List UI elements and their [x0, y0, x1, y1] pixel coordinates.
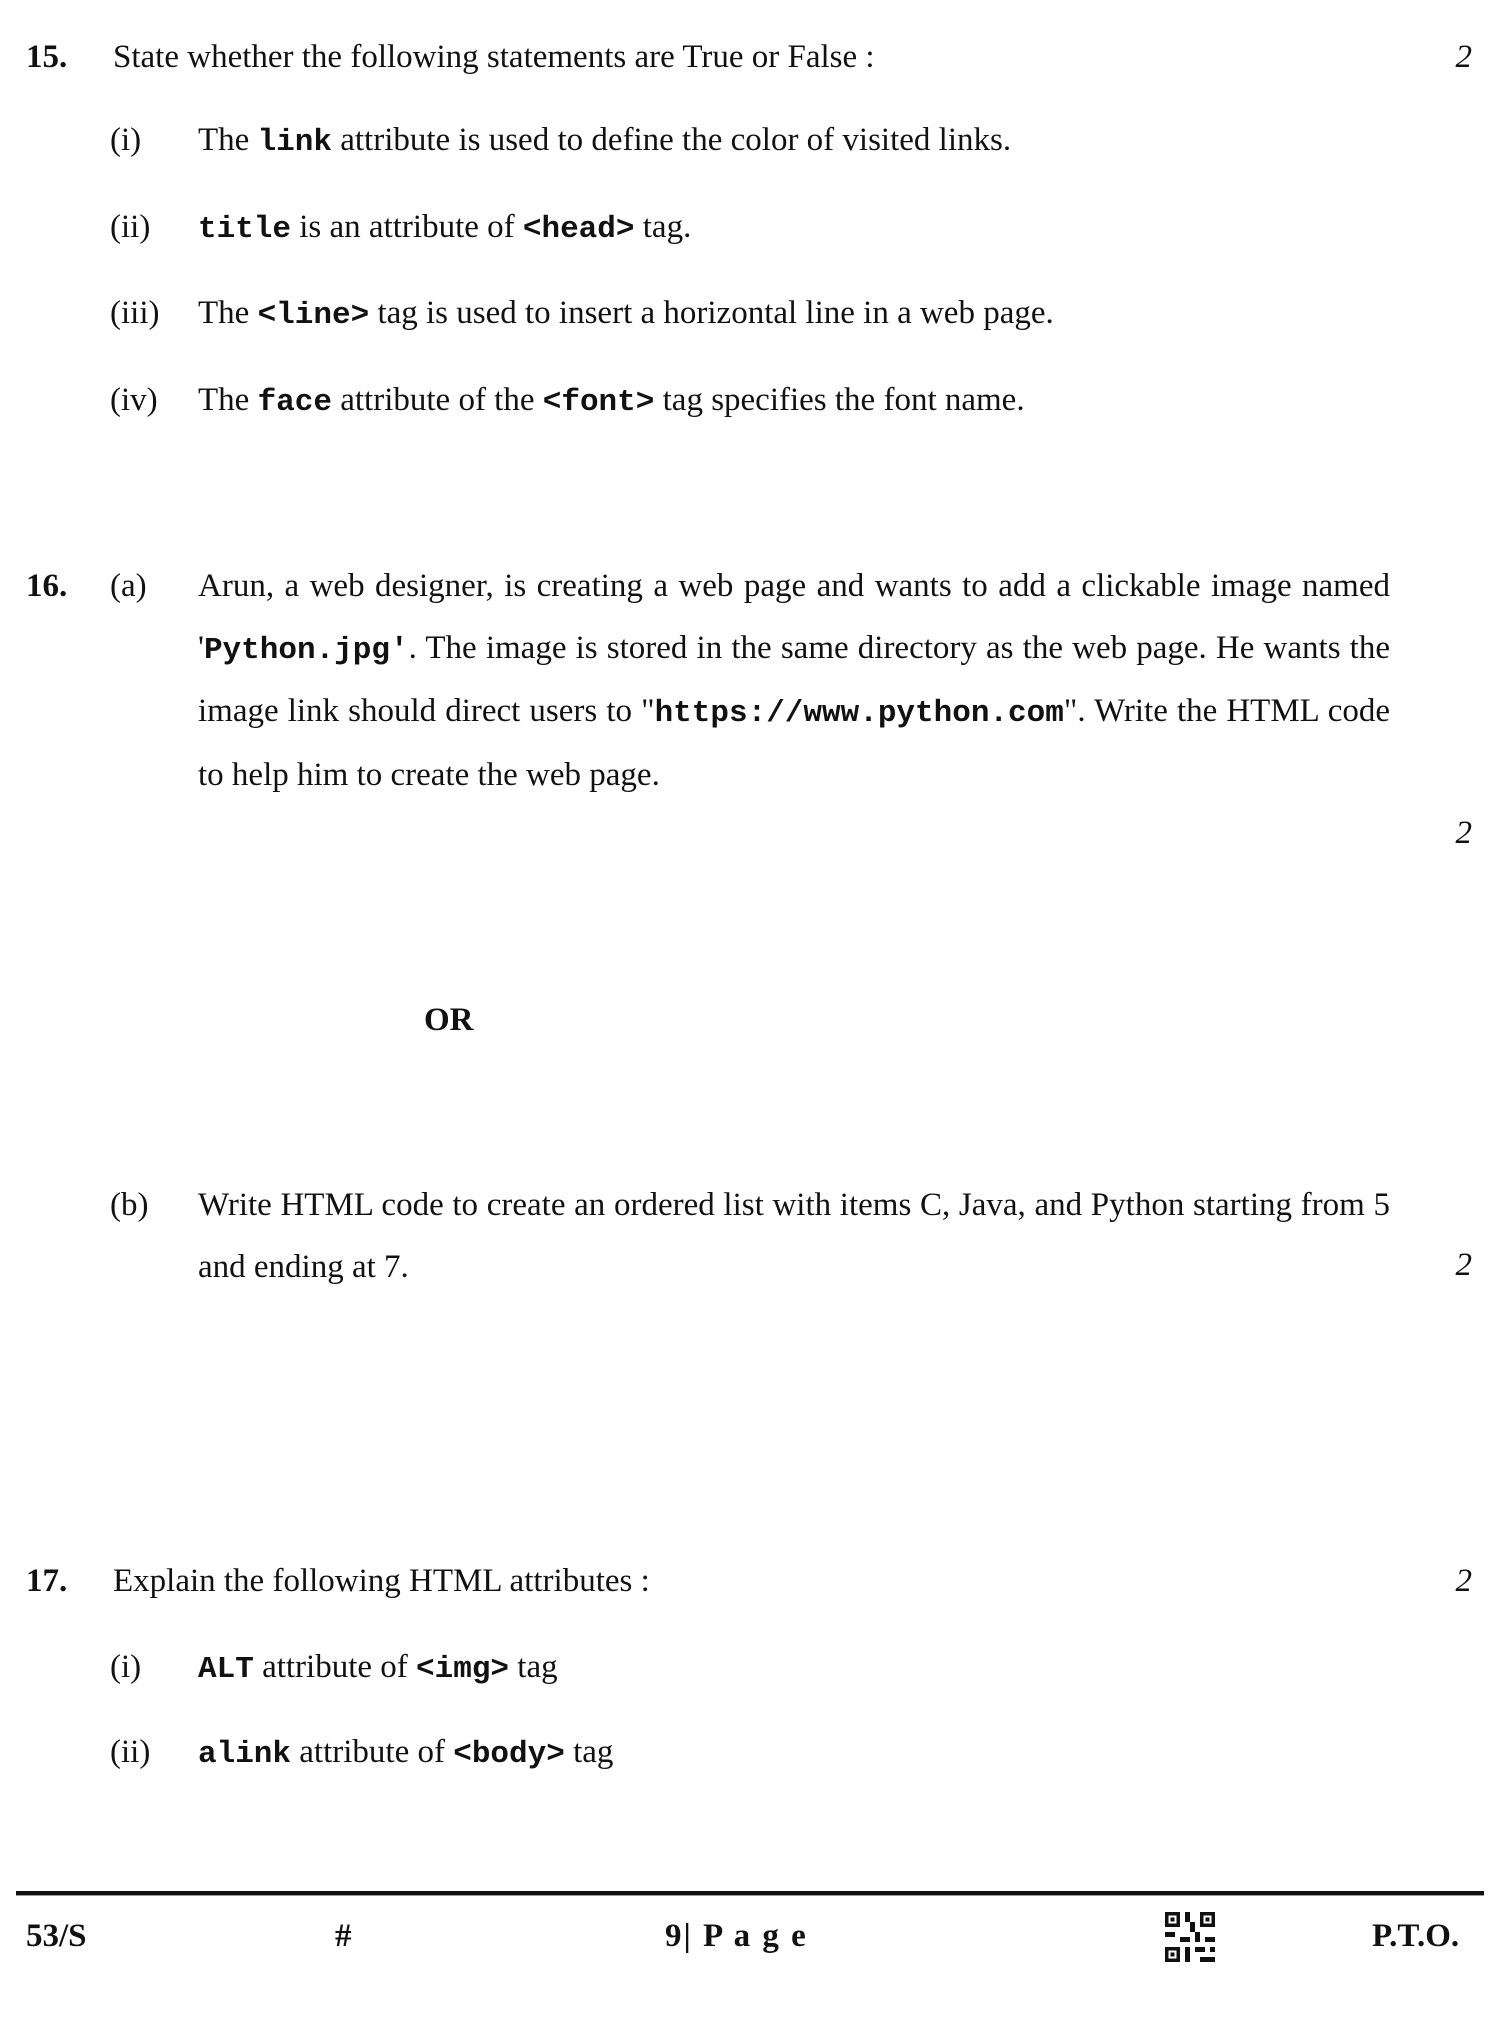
part-label: (b) — [110, 1187, 149, 1223]
item-label: (ii) — [110, 1734, 151, 1770]
code: <img> — [416, 1652, 510, 1687]
code: <font> — [542, 385, 655, 420]
attribute-ii — [198, 1732, 613, 1775]
text: Arun, a web designer, is creating a web page and wants to add a clickable image named ' — [198, 568, 1390, 666]
text: attribute is used to define the color of visited links. — [331, 122, 1012, 158]
code: title — [198, 212, 292, 247]
marks: 2 — [1455, 39, 1472, 75]
item-label: (iv) — [110, 382, 158, 418]
qr-code-icon — [1165, 1912, 1215, 1962]
statement-i — [198, 120, 1011, 163]
text: attribute of — [291, 1734, 454, 1770]
code: ALT — [198, 1652, 254, 1687]
statement-iv — [198, 380, 1025, 423]
question-number: 16. — [26, 568, 68, 604]
statement-iii — [198, 293, 1054, 336]
code: <body> — [453, 1737, 565, 1772]
attribute-i — [198, 1647, 558, 1690]
text: is an attribute of — [291, 209, 523, 245]
text: The — [198, 382, 258, 418]
text: tag specifies the font name. — [654, 382, 1025, 418]
question-text: State whether the following statements are True or False : — [113, 39, 875, 75]
page-number: 9| P a g e — [665, 1918, 808, 1954]
marks: 2 — [1455, 815, 1472, 851]
item-label: (iii) — [110, 295, 160, 331]
text: attribute of — [253, 1649, 417, 1685]
code: <head> — [522, 212, 635, 247]
text: tag. — [634, 209, 692, 245]
text: . The image is stored in the same directory as the web page. He wants the image link should direct users to " — [198, 629, 1390, 729]
statement-ii — [198, 207, 691, 250]
question-text: Explain the following HTML attributes : — [113, 1563, 650, 1599]
text: attribute of the — [331, 382, 543, 418]
text: tag — [564, 1734, 614, 1770]
footer-divider — [16, 1891, 1484, 1896]
text: tag — [509, 1649, 558, 1685]
code: <line> — [257, 298, 370, 333]
part-label: (a) — [110, 568, 147, 604]
paper-code: 53/S — [26, 1918, 87, 1954]
text: The — [198, 295, 258, 331]
question-16b-text: Write HTML code to create an ordered list with items C, Java, and Python starting from 5 and ending at 7. — [198, 1187, 1390, 1285]
code: https://www.python.com — [654, 696, 1064, 731]
question-number: 15. — [26, 39, 68, 75]
code: link — [257, 125, 332, 160]
marks: 2 — [1455, 1563, 1472, 1599]
code: alink — [198, 1737, 292, 1772]
question-16a-text — [198, 556, 1390, 806]
hash-mark: # — [335, 1918, 352, 1954]
text: tag is used to insert a horizontal line in a web page. — [369, 295, 1054, 331]
item-label: (i) — [110, 1649, 142, 1685]
please-turn-over: P.T.O. — [1372, 1918, 1460, 1954]
code: face — [257, 385, 332, 420]
item-label: (ii) — [110, 209, 151, 245]
text: ". Write the HTML code to help him to create the web page. — [198, 693, 1390, 793]
text: The — [198, 122, 258, 158]
item-label: (i) — [110, 122, 142, 158]
or-separator: OR — [424, 1002, 474, 1038]
marks: 2 — [1455, 1247, 1472, 1283]
question-number: 17. — [26, 1563, 68, 1599]
code: Python.jpg' — [203, 632, 409, 668]
